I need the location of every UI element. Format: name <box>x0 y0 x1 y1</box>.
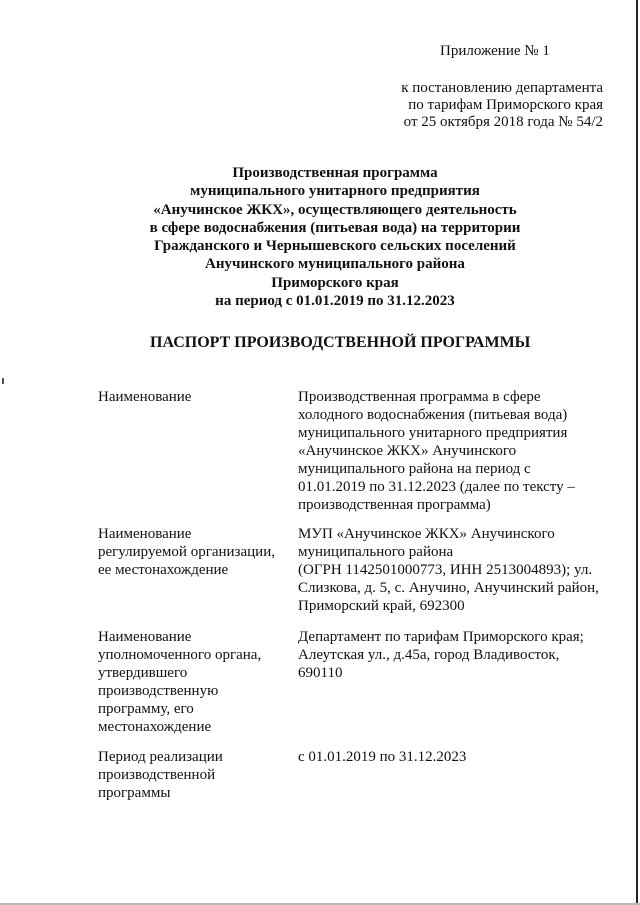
program-title-line: на период с 01.01.2019 по 31.12.2023 <box>215 293 455 310</box>
value-line: муниципального унитарного предприятия <box>298 425 568 441</box>
label-line: Наименование <box>98 629 192 645</box>
program-title-line: муниципального унитарного предприятия <box>190 183 480 200</box>
program-title-line: в сфере водоснабжения (питьевая вода) на территории <box>149 219 521 236</box>
value-line: холодного водоснабжения (питьевая вода) <box>298 407 568 423</box>
decree-line: от 25 октября 2018 года № 54/2 <box>403 114 603 130</box>
label-line: ее местонахождение <box>98 562 229 578</box>
row-label <box>98 525 283 579</box>
value-line: муниципального района <box>298 544 454 560</box>
label-line: Наименование <box>98 526 192 542</box>
program-title <box>120 164 550 310</box>
label-line: регулируемой организации, <box>98 544 275 560</box>
row-label <box>98 388 283 406</box>
label-line: программы <box>98 785 171 801</box>
program-title-line: Производственная программа <box>232 165 438 181</box>
program-title-line: Приморского края <box>271 274 399 291</box>
row-label <box>98 628 283 736</box>
label-line: местонахождение <box>98 719 212 735</box>
row-value <box>298 525 608 615</box>
label-line: утвердившего <box>98 665 188 681</box>
value-line: «Анучинское ЖКХ» Анучинского <box>298 443 517 459</box>
value-line: производственная программа) <box>298 497 491 513</box>
label-line: Период реализации <box>98 749 223 765</box>
row-label <box>98 748 283 802</box>
label-line: производственную <box>98 683 219 699</box>
appendix-title: Приложение № 1 <box>440 43 550 59</box>
value-line: 690110 <box>298 665 343 681</box>
scan-mark <box>2 378 4 384</box>
label-line: производственной <box>98 767 216 783</box>
label-line: уполномоченного органа, <box>98 647 262 663</box>
value-line: муниципального района на период с <box>298 461 531 477</box>
row-value <box>298 388 608 514</box>
decree-line: по тарифам Приморского края <box>408 97 603 113</box>
program-title-line: «Анучинское ЖКХ», осуществляющего деятельность <box>153 201 517 218</box>
value-line: Производственная программа в сфере <box>298 389 541 405</box>
program-title-line: Анучинского муниципального района <box>205 256 465 273</box>
value-line: Слизкова, д. 5, с. Анучино, Анучинский район, <box>298 580 599 596</box>
value-line: с 01.01.2019 по 31.12.2023 <box>298 749 467 765</box>
value-line: (ОГРН 1142501000773, ИНН 2513004893); ул. <box>298 562 593 578</box>
program-title-line: Гражданского и Чернышевского сельских поселений <box>154 238 516 255</box>
scan-edge-right <box>636 0 638 905</box>
label-line: программу, его <box>98 701 194 717</box>
decree-reference <box>391 80 603 131</box>
value-line: Департамент по тарифам Приморского края; <box>298 629 584 645</box>
passport-title: ПАСПОРТ ПРОИЗВОДСТВЕННОЙ ПРОГРАММЫ <box>150 334 531 351</box>
decree-line: к постановлению департамента <box>401 80 603 96</box>
value-line: МУП «Анучинское ЖКХ» Анучинского <box>298 526 555 542</box>
value-line: 01.01.2019 по 31.12.2023 (далее по тексту – <box>298 479 575 495</box>
row-value <box>298 628 608 682</box>
value-line: Алеутская ул., д.45а, город Владивосток, <box>298 647 560 663</box>
value-line: Приморский край, 692300 <box>298 598 465 614</box>
row-value <box>298 748 608 766</box>
label-line: Наименование <box>98 389 192 405</box>
